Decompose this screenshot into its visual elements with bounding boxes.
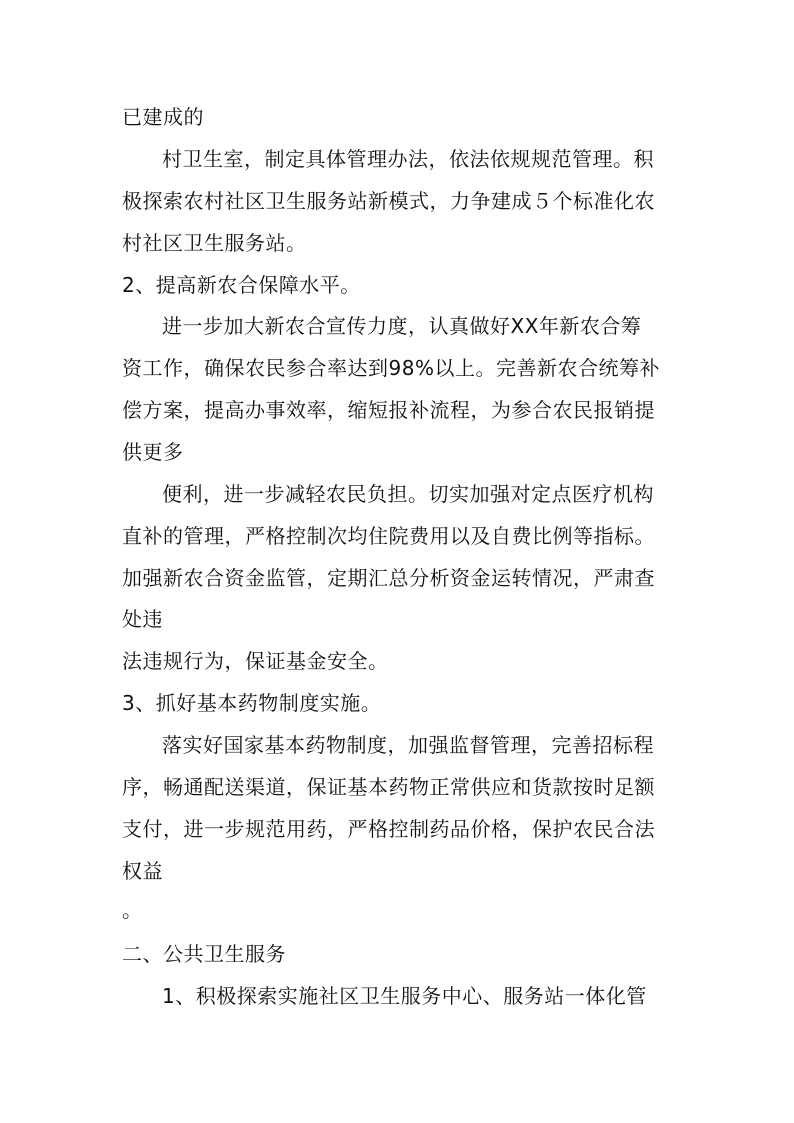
text-line: 村社区卫生服务站。 xyxy=(122,231,307,255)
text-line: 。 xyxy=(122,898,143,922)
text-line: 资工作，确保农民参合率达到98%以上。完善新农合统筹补 xyxy=(122,356,660,380)
text-line: 法违规行为，保证基金安全。 xyxy=(122,649,389,673)
text-line: 偿方案，提高办事效率，缩短报补流程，为参合农民报销提 xyxy=(122,398,655,422)
text-line: 序，畅通配送渠道，保证基本药物正常供应和货款按时足额 xyxy=(122,775,655,799)
text-line: 权益 xyxy=(122,859,163,883)
section-heading: 二、公共卫生服务 xyxy=(122,942,286,966)
text-line: 已建成的 xyxy=(122,105,204,129)
text-line: 村卫生室，制定具体管理办法，依法依规规范管理。积 xyxy=(162,147,654,171)
text-line: 极探索农村社区卫生服务站新模式，力争建成５个标准化农 xyxy=(122,189,655,213)
text-line: 直补的管理，严格控制次均住院费用以及自费比例等指标。 xyxy=(122,524,655,548)
text-line: 1、积极探索实施社区卫生服务中心、服务站一体化管 xyxy=(162,984,647,1008)
text-line: 进一步加大新农合宣传力度，认真做好XX年新农合筹 xyxy=(162,314,642,338)
text-line: 处违 xyxy=(122,607,163,631)
text-line: 供更多 xyxy=(122,440,184,464)
section-heading: 3、抓好基本药物制度实施。 xyxy=(122,691,382,715)
section-heading: 2、提高新农合保障水平。 xyxy=(122,273,361,297)
text-line: 支付，进一步规范用药，严格控制药品价格，保护农民合法 xyxy=(122,817,655,841)
text-line: 落实好国家基本药物制度，加强监督管理，完善招标程 xyxy=(162,733,654,757)
text-line: 便利，进一步减轻农民负担。切实加强对定点医疗机构 xyxy=(162,482,654,506)
text-line: 加强新农合资金监管，定期汇总分析资金运转情况，严肃查 xyxy=(122,566,655,590)
